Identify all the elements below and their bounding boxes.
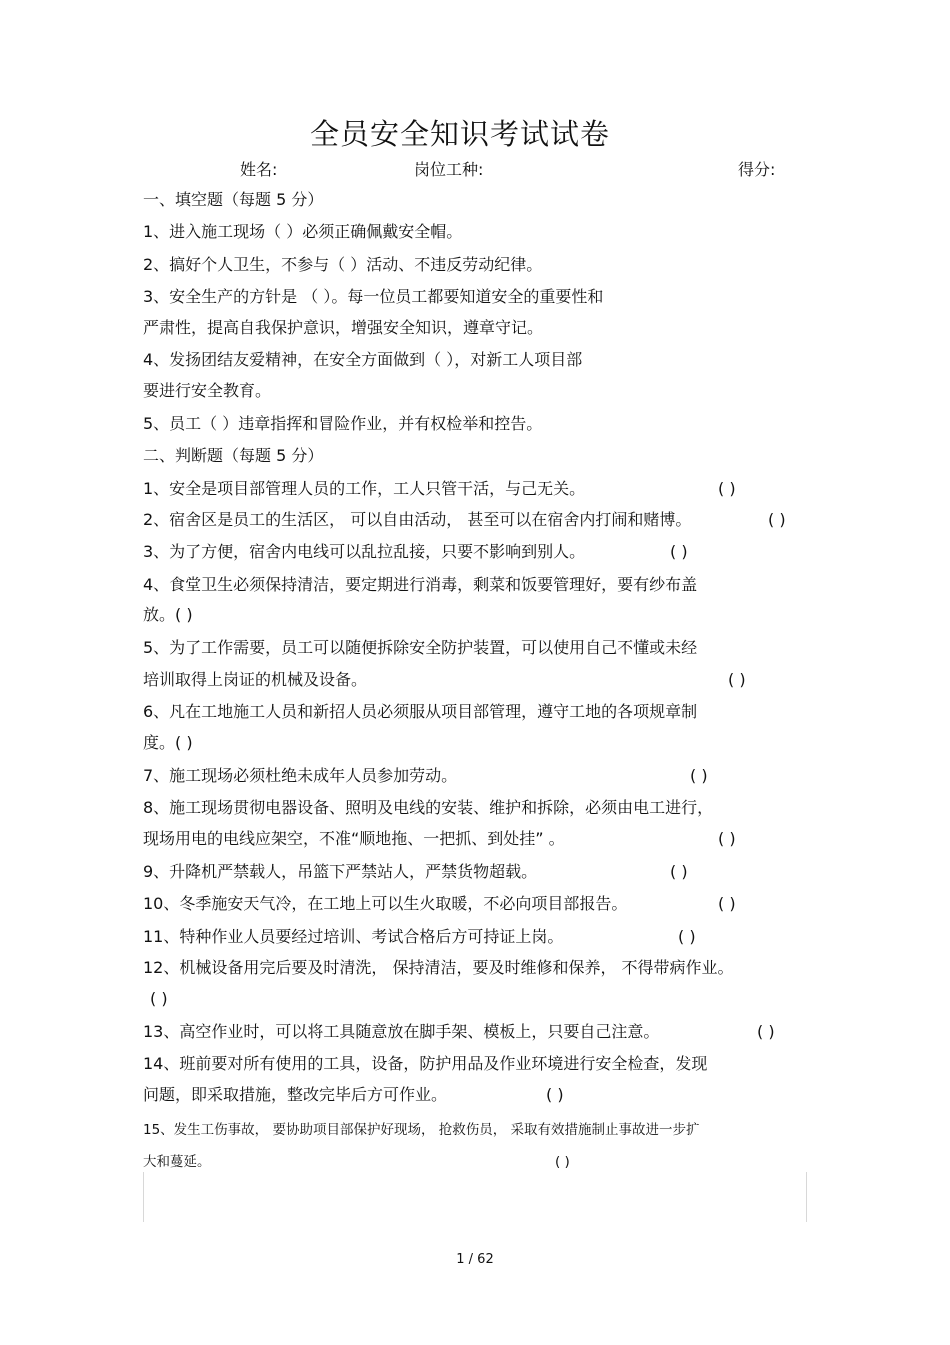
judge-question-13: 13、高空作业时，可以将工具随意放在脚手架、模板上，只要自己注意。 [143, 1022, 660, 1041]
position-field-label: 岗位工种: [414, 160, 484, 179]
judge-question-11: 11、特种作业人员要经过培训、考试合格后方可持证上岗。 [143, 927, 564, 946]
name-field-label: 姓名: [240, 160, 278, 179]
judge-question-8: 8、施工现场贯彻电器设备、照明及电线的安装、维护和拆除，必须由电工进行， [143, 798, 714, 817]
judge-answer-bracket-3: ( ) [670, 542, 688, 561]
page-title: 全员安全知识考试试卷 [309, 117, 610, 151]
judge-question-14-continued: 问题，即采取措施，整改完毕后方可作业。 [143, 1085, 448, 1104]
judge-question-4-continued: 放。( ) [143, 605, 193, 624]
fill-question-2: 2、搞好个人卫生，不参与（ ）活动、不违反劳动纪律。 [143, 255, 543, 274]
section1-heading: 一、填空题（每题 5 分） [143, 190, 324, 209]
judge-question-8-continued: 现场用电的电线应架空，不准“顺地拖、一把抓、到处挂” 。 [143, 829, 565, 848]
judge-question-7: 7、施工现场必须杜绝未成年人员参加劳动。 [143, 766, 458, 785]
judge-question-15: 15、发生工伤事故， 要协助项目部保护好现场， 抢救伤员， 采取有效措施制止事故进一步扩 [143, 1122, 700, 1138]
judge-answer-bracket-2: ( ) [768, 510, 786, 529]
judge-question-6: 6、凡在工地施工人员和新招人员必须服从项目部管理，遵守工地的各项规章制 [143, 702, 698, 721]
judge-answer-bracket-11: ( ) [678, 927, 696, 946]
judge-answer-bracket-15: ( ) [555, 1154, 570, 1170]
fill-question-1: 1、进入施工现场（ ）必须正确佩戴安全帽。 [143, 222, 463, 241]
judge-question-4: 4、食堂卫生必须保持清洁，要定期进行消毒，剩菜和饭要管理好，要有纱布盖 [143, 575, 698, 594]
judge-question-9: 9、升降机严禁载人，吊篮下严禁站人，严禁货物超载。 [143, 862, 538, 881]
judge-answer-bracket-12: ( ) [150, 989, 168, 1008]
judge-answer-bracket-9: ( ) [670, 862, 688, 881]
judge-answer-bracket-14: ( ) [546, 1085, 564, 1104]
judge-question-14: 14、班前要对所有使用的工具，设备，防护用品及作业环境进行安全检查，发现 [143, 1054, 708, 1073]
judge-answer-bracket-13: ( ) [757, 1022, 775, 1041]
judge-question-15-continued: 大和蔓延。 [143, 1154, 211, 1170]
fill-question-4-continued: 要进行安全教育。 [143, 381, 272, 400]
judge-question-2: 2、宿舍区是员工的生活区， 可以自由活动， 甚至可以在宿舍内打闹和赌博。 [143, 510, 692, 529]
section2-heading: 二、判断题（每题 5 分） [143, 446, 324, 465]
fill-question-3: 3、安全生产的方针是 （ ）。每一位员工都要知道安全的重要性和 [143, 287, 604, 306]
judge-question-12: 12、机械设备用完后要及时清洗， 保持清洁，要及时维修和保养， 不得带病作业。 [143, 958, 734, 977]
judge-question-1: 1、安全是项目部管理人员的工作，工人只管干活，与己无关。 [143, 479, 586, 498]
judge-answer-bracket-10: ( ) [718, 894, 736, 913]
fill-question-4: 4、发扬团结友爱精神，在安全方面做到（ ），对新工人项目部 [143, 350, 583, 369]
judge-answer-bracket-5: ( ) [728, 670, 746, 689]
score-field-label: 得分: [738, 160, 776, 179]
page-number: 1 / 62 [456, 1252, 494, 1267]
right-page-border [806, 1172, 807, 1222]
judge-answer-bracket-1: ( ) [718, 479, 736, 498]
left-page-border [143, 1172, 144, 1222]
judge-question-5: 5、为了工作需要，员工可以随便拆除安全防护装置，可以使用自己不懂或未经 [143, 638, 698, 657]
judge-answer-bracket-7: ( ) [690, 766, 708, 785]
judge-answer-bracket-8: ( ) [718, 829, 736, 848]
judge-question-5-continued: 培训取得上岗证的机械及设备。 [143, 670, 368, 689]
fill-question-5: 5、员工（ ）违章指挥和冒险作业，并有权检举和控告。 [143, 414, 543, 433]
fill-question-3-continued: 严肃性，提高自我保护意识，增强安全知识，遵章守记。 [143, 318, 544, 337]
judge-question-10: 10、冬季施安天气冷，在工地上可以生火取暖，不必向项目部报告。 [143, 894, 628, 913]
judge-question-6-continued: 度。( ) [143, 733, 193, 752]
judge-question-3: 3、为了方便，宿舍内电线可以乱拉乱接，只要不影响到别人。 [143, 542, 586, 561]
